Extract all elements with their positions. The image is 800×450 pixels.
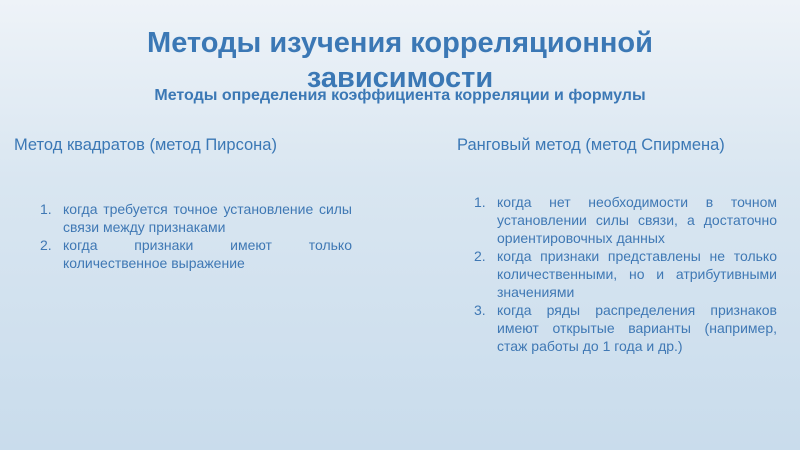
pearson-conditions-list xyxy=(36,200,352,272)
list-item-number: 1. xyxy=(474,194,486,210)
list-item-number: 3. xyxy=(474,302,486,318)
slide-title-line2: зависимости xyxy=(306,62,494,94)
list-item xyxy=(36,236,352,272)
slide-title-line1: Методы изучения корреляционной xyxy=(147,27,653,59)
list-item-text: когда нет необходимости в точном установлении силы связи, а достаточно ориентировочных данных xyxy=(497,194,777,246)
list-item-number: 2. xyxy=(474,248,486,264)
slide-subtitle: Методы определения коэффициента корреляции и формулы xyxy=(154,87,646,104)
list-item-text: когда ряды распределения признаков имеют открытые варианты (например, стаж работы до 1 года и др.) xyxy=(497,302,777,354)
list-item xyxy=(470,301,777,355)
list-item xyxy=(470,193,777,247)
list-item xyxy=(470,247,777,301)
spearman-conditions-list xyxy=(470,193,777,355)
list-item-text: когда признаки имеют только количественное выражение xyxy=(63,237,352,271)
list-item-text: когда признаки представлены не только количественными, но и атрибутивными значениями xyxy=(497,248,777,300)
list-item-number: 2. xyxy=(40,237,52,253)
spearman-heading: Ранговый метод (метод Спирмена) xyxy=(457,136,725,154)
pearson-heading: Метод квадратов (метод Пирсона) xyxy=(14,136,277,154)
list-item-number: 1. xyxy=(40,201,52,217)
list-item-text: когда требуется точное установление силы связи между признаками xyxy=(63,201,352,235)
list-item xyxy=(36,200,352,236)
